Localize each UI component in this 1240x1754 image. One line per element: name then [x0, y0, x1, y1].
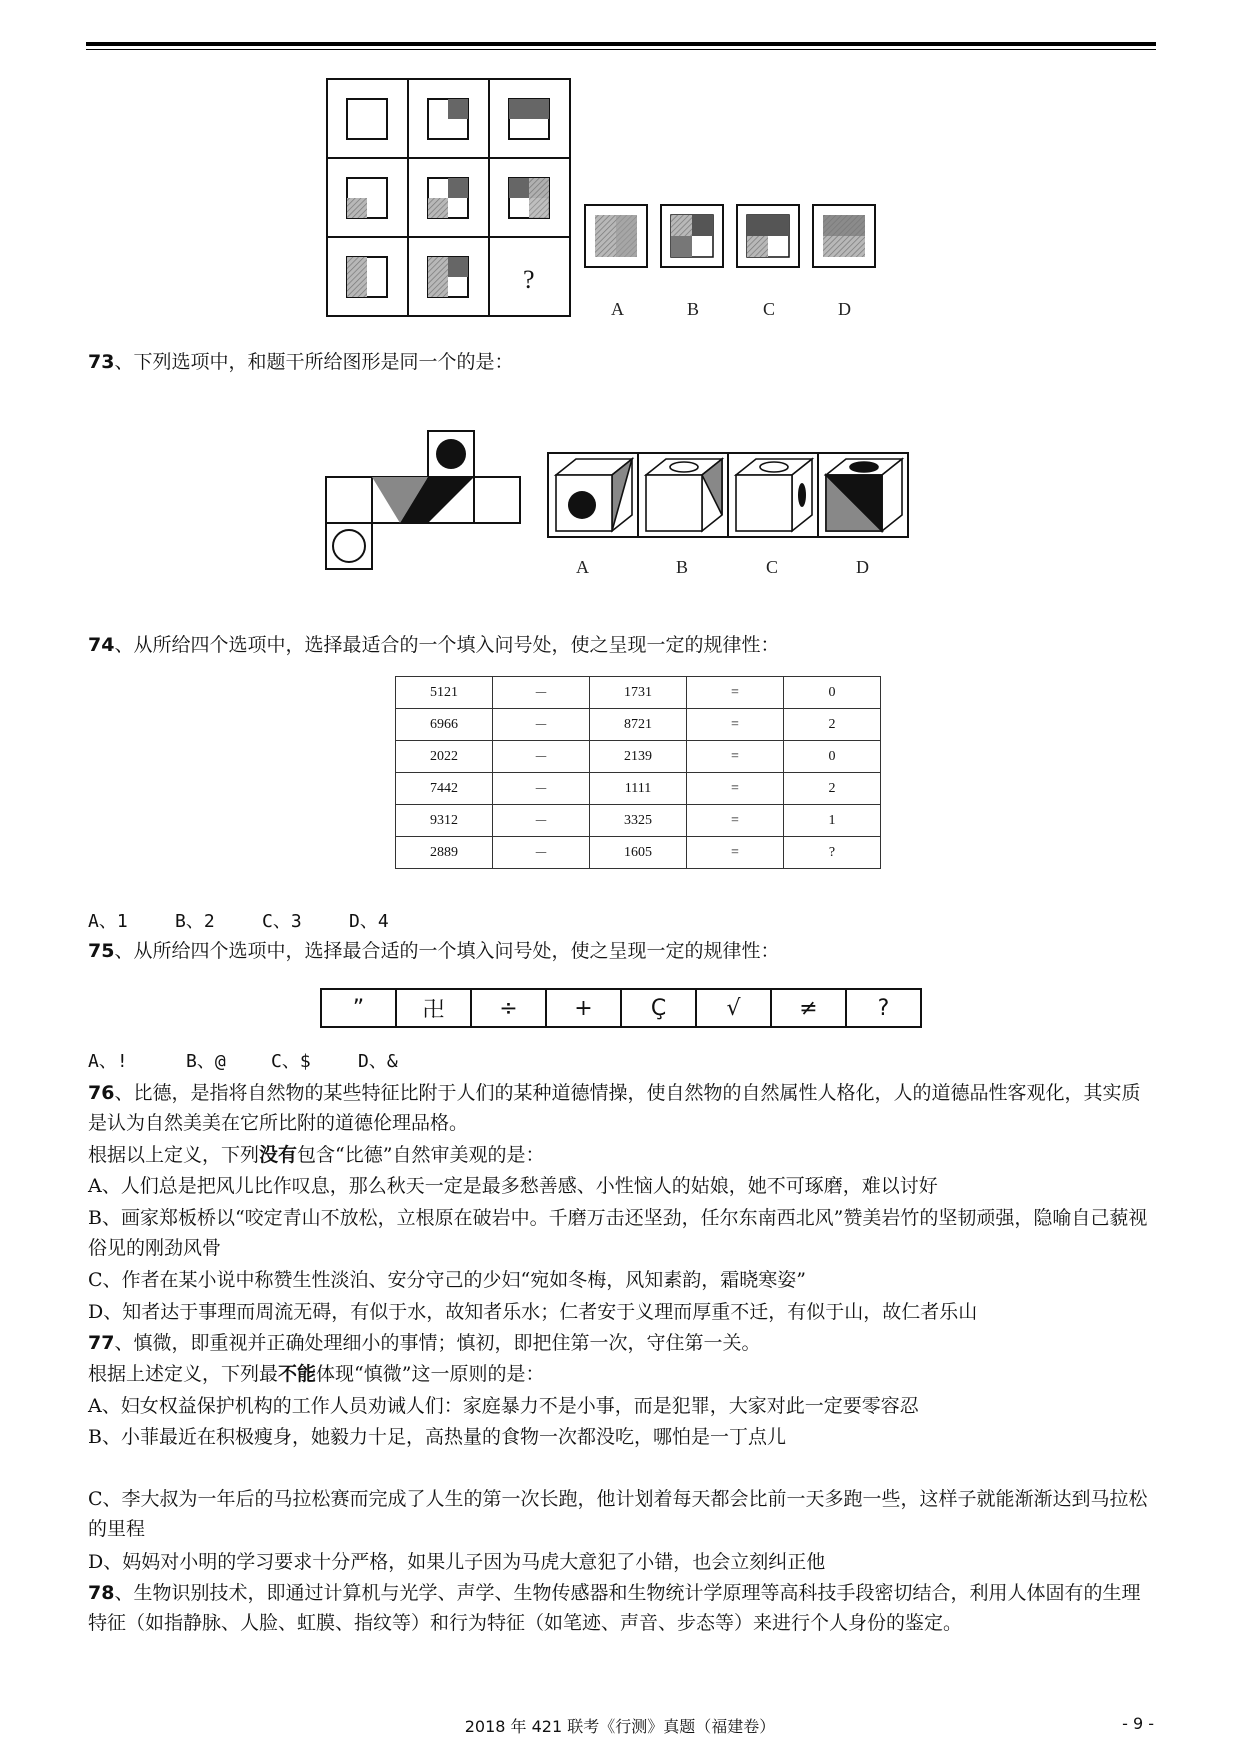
table-cell: 0 — [784, 741, 881, 773]
symbol-cell: ” — [321, 989, 396, 1027]
q73-stem-text: 、下列选项中，和题干所给图形是同一个的是： — [114, 351, 514, 373]
q75-symbol-table — [320, 988, 922, 1028]
q77-number: 77 — [88, 1332, 115, 1354]
q73-stem — [88, 347, 1158, 377]
table-cell: 2 — [784, 709, 881, 741]
table-cell: － — [493, 805, 590, 837]
symbol-cell: ÷ — [471, 989, 546, 1027]
q78-number: 78 — [88, 1582, 115, 1604]
q77-ask-post: 体现“慎微”这一原则的是： — [316, 1363, 545, 1385]
q76-ask — [88, 1140, 1158, 1170]
table-row — [396, 741, 881, 773]
q76-ask-emphasis: 没有 — [259, 1144, 298, 1166]
table-cell: 2139 — [590, 741, 687, 773]
symbol-cell: 卍 — [396, 989, 471, 1027]
table-row — [396, 805, 881, 837]
page-number: - 9 - — [1122, 1714, 1154, 1733]
q74-number: 74 — [88, 634, 115, 656]
table-cell: 7442 — [396, 773, 493, 805]
q78-definition-text: 、生物识别技术，即通过计算机与光学、声学、生物传感器和生物统计学原理等高科技手段密切结合，利用人体固有的生理特征（如指静脉、人脸、虹膜、指纹等）和行为特征（如笔迹、声音、步态等）来进行个人身份的鉴定。 — [88, 1582, 1141, 1634]
q74-stem-text: 、从所给四个选项中，选择最适合的一个填入问号处，使之呈现一定的规律性： — [114, 634, 780, 656]
table-cell: 9312 — [396, 805, 493, 837]
q77-ask-pre: 根据上述定义，下列最 — [88, 1363, 279, 1385]
q75-stem — [88, 936, 1158, 966]
q76-number: 76 — [88, 1082, 115, 1104]
table-cell: = — [687, 773, 784, 805]
table-cell: 2889 — [396, 837, 493, 869]
q72-label-d: D — [838, 299, 851, 319]
q72-option-b[interactable] — [661, 205, 723, 267]
table-cell: － — [493, 741, 590, 773]
q75-options — [88, 1047, 398, 1073]
symbol-cell: ? — [846, 989, 921, 1027]
q75-option-b[interactable]: B、@ — [186, 1051, 226, 1072]
q77-option-a[interactable]: A、妇女权益保护机构的工作人员劝诫人们：家庭暴力不是小事，而是犯罪，大家对此一定要零容忍 — [88, 1395, 919, 1417]
q72-label-b: B — [687, 299, 700, 319]
footer-title: 2018 年 421 联考《行测》真题（福建卷） — [464, 1717, 776, 1736]
q77-option-d[interactable]: D、妈妈对小明的学习要求十分严格，如果儿子因为马虎大意犯了小错，也会立刻纠正他 — [88, 1551, 826, 1573]
q74-option-a[interactable]: A、1 — [88, 911, 128, 932]
q78-definition — [88, 1578, 1158, 1638]
q77-definition — [88, 1328, 1158, 1358]
header-rule-thick — [86, 42, 1156, 46]
q72-option-d[interactable] — [813, 205, 875, 267]
q72-question-mark: ? — [523, 265, 535, 294]
table-cell: － — [493, 709, 590, 741]
q72-label-c: C — [763, 299, 776, 319]
table-cell: 0 — [784, 677, 881, 709]
q77-ask — [88, 1359, 1158, 1389]
table-cell: 5121 — [396, 677, 493, 709]
table-cell: 2 — [784, 773, 881, 805]
q76-option-b[interactable]: B、画家郑板桥以“咬定青山不放松，立根原在破岩中。千磨万击还坚劲，任尔东南西北风”赞美岩竹的坚韧顽强，隐喻自己藐视俗见的刚劲风骨 — [88, 1207, 1148, 1259]
q76-option-a[interactable]: A、人们总是把风儿比作叹息，那么秋天一定是最多愁善感、小性恼人的姑娘，她不可琢磨，难以讨好 — [88, 1175, 938, 1197]
q77-option-c[interactable]: C、李大叔为一年后的马拉松赛而完成了人生的第一次长跑，他计划着每天都会比前一天多跑一些，这样子就能渐渐达到马拉松的里程 — [88, 1488, 1148, 1540]
q74-stem — [88, 630, 1158, 660]
q73-number: 73 — [88, 351, 115, 373]
table-cell: = — [687, 709, 784, 741]
table-cell: － — [493, 677, 590, 709]
table-cell: 2022 — [396, 741, 493, 773]
table-row — [396, 837, 881, 869]
q73-option-b[interactable] — [646, 459, 722, 531]
table-cell: = — [687, 805, 784, 837]
symbol-cell: ≠ — [771, 989, 846, 1027]
q73-label-b: B — [676, 557, 689, 577]
table-cell: = — [687, 741, 784, 773]
q76-definition-text: 、比德，是指将自然物的某些特征比附于人们的某种道德情操，使自然物的自然属性人格化，人的道德品性客观化，其实质是认为自然美美在它所比附的道德伦理品格。 — [88, 1082, 1141, 1134]
q74-option-c[interactable]: C、3 — [262, 911, 302, 932]
table-cell: － — [493, 837, 590, 869]
table-cell: 1731 — [590, 677, 687, 709]
q74-number-table — [395, 676, 881, 869]
q72-option-a[interactable] — [585, 205, 647, 267]
q72-option-c[interactable] — [737, 205, 799, 267]
q76-option-c[interactable]: C、作者在某小说中称赞生性淡泊、安分守己的少妇“宛如冬梅，风知素韵，霜晓寒姿” — [88, 1269, 806, 1291]
header-rule-thin — [86, 49, 1156, 50]
symbol-cell: Ç — [621, 989, 696, 1027]
symbol-cell: √ — [696, 989, 771, 1027]
table-cell: 1111 — [590, 773, 687, 805]
q73-option-a[interactable] — [556, 459, 632, 531]
q73-option-c[interactable] — [736, 459, 812, 531]
q76-definition — [88, 1078, 1158, 1138]
table-cell: － — [493, 773, 590, 805]
table-cell: 1 — [784, 805, 881, 837]
q73-option-d[interactable] — [826, 459, 902, 531]
q75-option-a[interactable]: A、! — [88, 1051, 128, 1072]
table-cell: = — [687, 677, 784, 709]
table-row — [396, 709, 881, 741]
q75-option-d[interactable]: D、& — [358, 1051, 398, 1072]
q73-label-d: D — [856, 557, 869, 577]
q75-option-c[interactable]: C、$ — [271, 1051, 311, 1072]
q73-figure — [320, 425, 920, 585]
table-row — [396, 677, 881, 709]
q77-option-b[interactable]: B、小菲最近在积极瘦身，她毅力十足，高热量的食物一次都没吃，哪怕是一丁点儿 — [88, 1426, 786, 1448]
q76-ask-post: 包含“比德”自然审美观的是： — [297, 1144, 545, 1166]
q73-label-c: C — [766, 557, 779, 577]
table-cell: ? — [784, 837, 881, 869]
table-row — [396, 773, 881, 805]
symbol-cell: + — [546, 989, 621, 1027]
q76-ask-pre: 根据以上定义，下列 — [88, 1144, 260, 1166]
q75-number: 75 — [88, 940, 115, 962]
table-cell: 3325 — [590, 805, 687, 837]
q72-label-a: A — [611, 299, 624, 319]
q75-stem-text: 、从所给四个选项中，选择最合适的一个填入问号处，使之呈现一定的规律性： — [114, 940, 780, 962]
table-cell: 6966 — [396, 709, 493, 741]
table-cell: 8721 — [590, 709, 687, 741]
table-cell: = — [687, 837, 784, 869]
q76-option-d[interactable]: D、知者达于事理而周流无碍，有似于水，故知者乐水；仁者安于义理而厚重不迁，有似于山，故仁者乐山 — [88, 1301, 978, 1323]
q72-figure — [325, 75, 925, 335]
q74-option-b[interactable]: B、2 — [175, 911, 215, 932]
q77-ask-emphasis: 不能 — [278, 1363, 317, 1385]
table-row — [321, 989, 921, 1027]
q74-options — [88, 907, 389, 933]
q73-label-a: A — [576, 557, 589, 577]
table-cell: 1605 — [590, 837, 687, 869]
q77-definition-text: 、慎微，即重视并正确处理细小的事情；慎初，即把住第一次，守住第一关。 — [114, 1332, 761, 1354]
q74-option-d[interactable]: D、4 — [349, 911, 389, 932]
